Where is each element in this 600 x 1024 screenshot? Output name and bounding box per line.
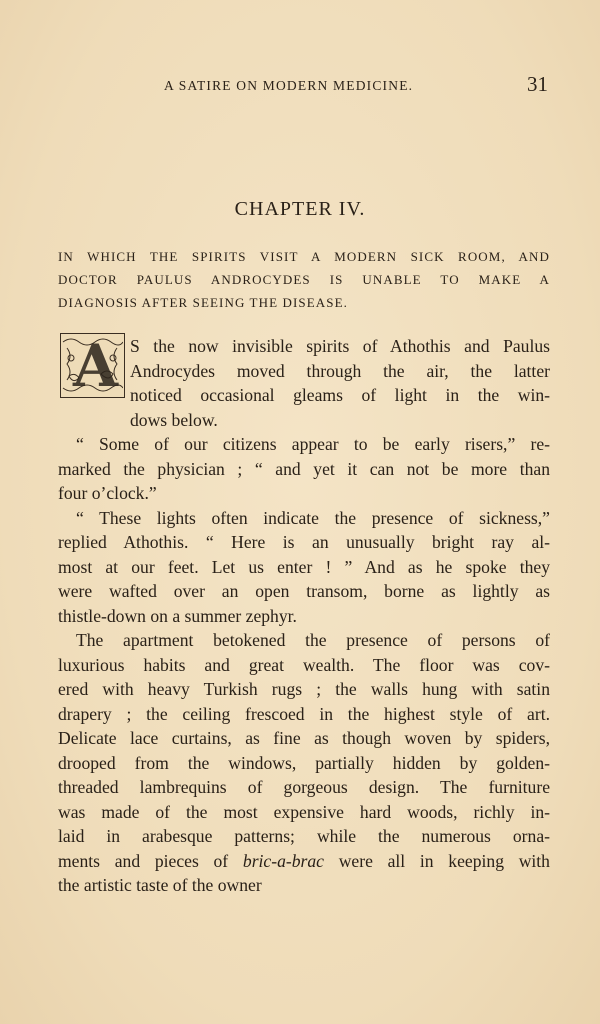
text-line: drooped from the windows, partially hidden by golden-	[58, 752, 550, 773]
text-line: “ These lights often indicate the presence of sickness,”	[76, 507, 550, 528]
chapter-synopsis	[58, 245, 550, 314]
synopsis-line: DIAGNOSIS AFTER SEEING THE DISEASE.	[58, 295, 348, 310]
text-line: noticed occasional gleams of light in the win-	[130, 385, 550, 405]
text-line: Delicate lace curtains, as fine as though woven by spiders,	[58, 728, 550, 748]
running-title: A SATIRE ON MODERN MEDICINE.	[164, 78, 414, 93]
chapter-title: CHAPTER IV.	[234, 198, 366, 220]
text-line-mixed	[58, 849, 550, 874]
text-line: laid in arabesque patterns; while the numerous orna-	[58, 826, 550, 846]
text-line: drapery ; the ceiling frescoed in the highest style of art.	[58, 703, 550, 724]
text-line: thistle-down on a summer zephyr.	[58, 605, 297, 626]
text-line: four o’clock.”	[58, 483, 157, 503]
text-line: threaded lambrequins of gorgeous design. The furniture	[58, 777, 550, 797]
text-fragment: ments and pieces of	[58, 850, 229, 871]
text-line: S the now invisible spirits of Athothis and Paulus	[130, 336, 550, 356]
text-line: the artistic taste of the owner	[58, 875, 262, 895]
text-line: The apartment betokened the presence of persons of	[76, 630, 550, 650]
text-line: dows below.	[130, 409, 218, 430]
text-line: most at our feet. Let us enter ! ” And as he spoke they	[58, 556, 550, 577]
italic-term: bric-a-brac	[242, 850, 324, 871]
text-line: were wafted over an open transom, borne as lightly as	[58, 581, 550, 601]
page-number: 31	[527, 72, 548, 96]
text-fragment: were all in keeping with	[338, 850, 550, 871]
text-line: ered with heavy Turkish rugs ; the walls hung with satin	[58, 679, 550, 699]
running-head	[60, 72, 550, 98]
text-line: replied Athothis. “ Here is an unusually bright ray al-	[58, 532, 550, 552]
text-line: “ Some of our citizens appear to be early risers,” re-	[76, 434, 550, 454]
synopsis-line: IN WHICH THE SPIRITS VISIT A MODERN SICK ROOM, AND	[58, 249, 550, 264]
text-line: luxurious habits and great wealth. The floor was cov-	[58, 654, 550, 675]
text-line: marked the physician ; “ and yet it can not be more than	[58, 458, 550, 479]
synopsis-line: DOCTOR PAULUS ANDROCYDES IS UNABLE TO MAKE A	[58, 272, 550, 287]
text-line: was made of the most expensive hard woods, richly in-	[58, 801, 550, 822]
body-text	[58, 334, 550, 898]
drop-cap-letter: A	[73, 332, 119, 400]
text-line: Androcydes moved through the air, the latter	[130, 360, 550, 381]
